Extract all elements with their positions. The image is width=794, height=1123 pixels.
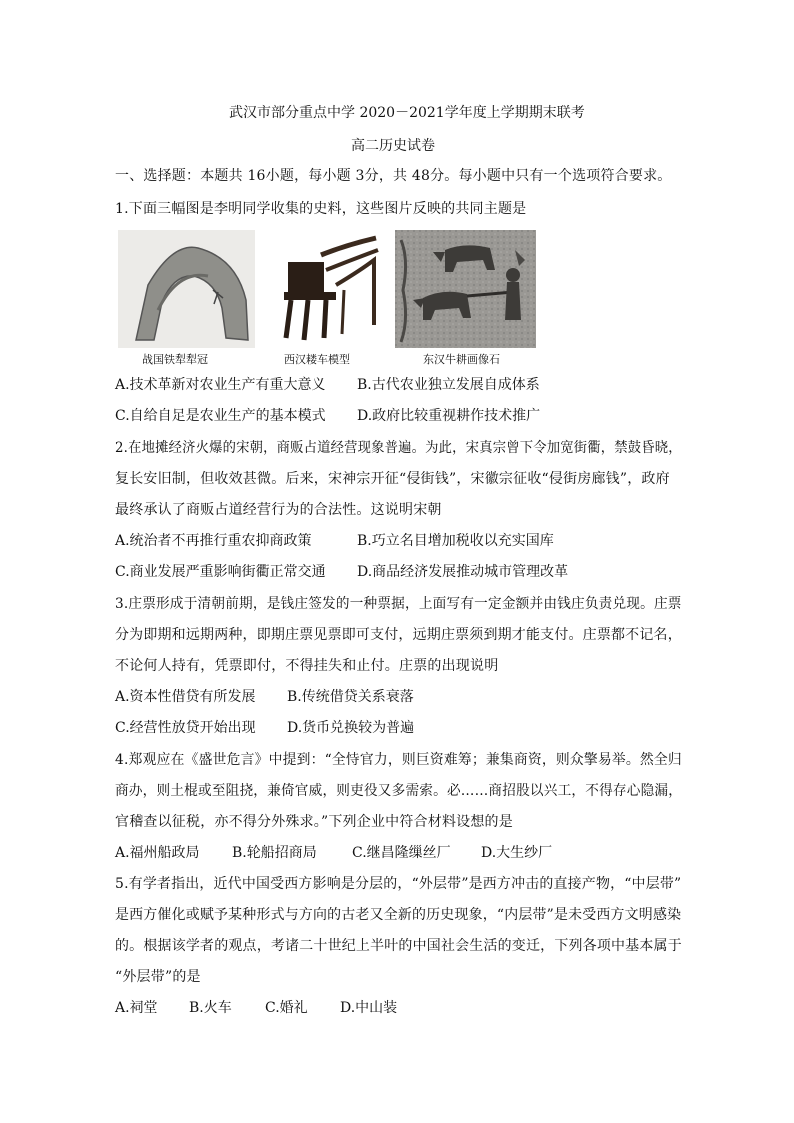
q5-option-d[interactable]: D.中山装: [340, 1000, 398, 1016]
exam-title: 武汉市部分重点中学 2020－2021学年度上学期期末联考: [229, 105, 585, 121]
q2-option-c[interactable]: C.商业发展严重影响街衢正常交通: [115, 564, 326, 580]
q1-option-a[interactable]: A.技术革新对农业生产有重大意义: [115, 377, 326, 393]
q5-line-3: 的。根据该学者的观点，考诸二十世纪上半叶的中国社会生活的变迁，下列各项中基本属于: [115, 938, 682, 954]
q5-option-b[interactable]: B.火车: [189, 1000, 232, 1016]
q4-option-c[interactable]: C.继昌隆缫丝厂: [352, 845, 451, 861]
section-instruction: 一、选择题：本题共 16小题，每小题 3分，共 48分。每小题中只有一个选项符合要求。: [115, 168, 672, 184]
q5-line-4: “外层带”的是: [115, 969, 201, 985]
iron-plow-icon: [118, 230, 255, 348]
q4-line-3: 官稽查以征税，亦不得分外殊求。”下列企业中符合材料设想的是: [115, 814, 513, 830]
q2-line-3: 最终承认了商贩占道经营行为的合法性。这说明宋朝: [115, 502, 442, 518]
q4-option-b[interactable]: B.轮船招商局: [232, 845, 317, 861]
q4-line-2: 商办，则土棍或至阻挠，兼倚官威，则吏役又多需索。必……商招股以兴工，不得存心隐漏，: [115, 783, 683, 799]
q4-option-d[interactable]: D.大生纱厂: [481, 845, 553, 861]
q3-line-3: 不论何人持有，凭票即付，不得挂失和止付。庄票的出现说明: [115, 658, 499, 674]
q4-line-1: 4.郑观应在《盛世危言》中提到：“全恃官力，则巨资难筹；兼集商资，则众擎易举。然全归: [115, 752, 682, 768]
ox-plough-relief-icon: [395, 230, 536, 348]
q2-option-b[interactable]: B.巧立名目增加税收以充实国库: [357, 533, 554, 549]
q5-line-2: 是西方催化或赋予某种形式与方向的古老又全新的历史现象，“内层带”是未受西方文明感染: [115, 907, 682, 923]
q4-option-a[interactable]: A.福州船政局: [115, 845, 200, 861]
q1-stem: 1.下面三幅图是李明同学收集的史料，这些图片反映的共同主题是: [115, 201, 527, 217]
q1-option-c[interactable]: C.自给自足是农业生产的基本模式: [115, 408, 326, 424]
q3-option-d[interactable]: D.货币兑换较为普遍: [287, 720, 415, 736]
exam-subtitle: 高二历史试卷: [351, 138, 435, 154]
q5-option-a[interactable]: A.祠堂: [115, 1000, 158, 1016]
q1-option-d[interactable]: D.政府比较重视耕作技术推广: [357, 408, 541, 424]
caption-ox-plough: 东汉牛耕画像石: [423, 353, 500, 366]
seed-drill-icon: [266, 230, 386, 348]
q2-option-a[interactable]: A.统治者不再推行重农抑商政策: [115, 533, 312, 549]
caption-seed-drill: 西汉耧车模型: [284, 353, 350, 366]
q3-option-c[interactable]: C.经营性放贷开始出现: [115, 720, 256, 736]
q3-line-1: 3.庄票形成于清朝前期，是钱庄签发的一种票据，上面写有一定金额并由钱庄负责兑现。庄票: [115, 596, 682, 612]
caption-iron-plow: 战国铁犁犁冠: [142, 353, 208, 366]
q5-option-c[interactable]: C.婚礼: [265, 1000, 308, 1016]
q2-line-2: 复长安旧制，但收效甚微。后来，宋神宗开征“侵街钱”，宋徽宗征收“侵街房廊钱”，政府: [115, 471, 670, 487]
q3-line-2: 分为即期和远期两种，即期庄票见票即可支付，远期庄票须到期才能支付。庄票都不记名，: [115, 627, 682, 643]
q3-option-b[interactable]: B.传统借贷关系衰落: [287, 689, 414, 705]
q5-line-1: 5.有学者指出，近代中国受西方影响是分层的，“外层带”是西方冲击的直接产物，“中层带”: [115, 876, 682, 892]
q2-option-d[interactable]: D.商品经济发展推动城市管理改革: [357, 564, 569, 580]
q2-line-1: 2.在地摊经济火爆的宋朝，商贩占道经营现象普遍。为此，宋真宗曾下令加宽街衢，禁鼓昏晓，: [115, 440, 682, 456]
q3-option-a[interactable]: A.资本性借贷有所发展: [115, 689, 256, 705]
q1-option-b[interactable]: B.古代农业独立发展自成体系: [357, 377, 540, 393]
